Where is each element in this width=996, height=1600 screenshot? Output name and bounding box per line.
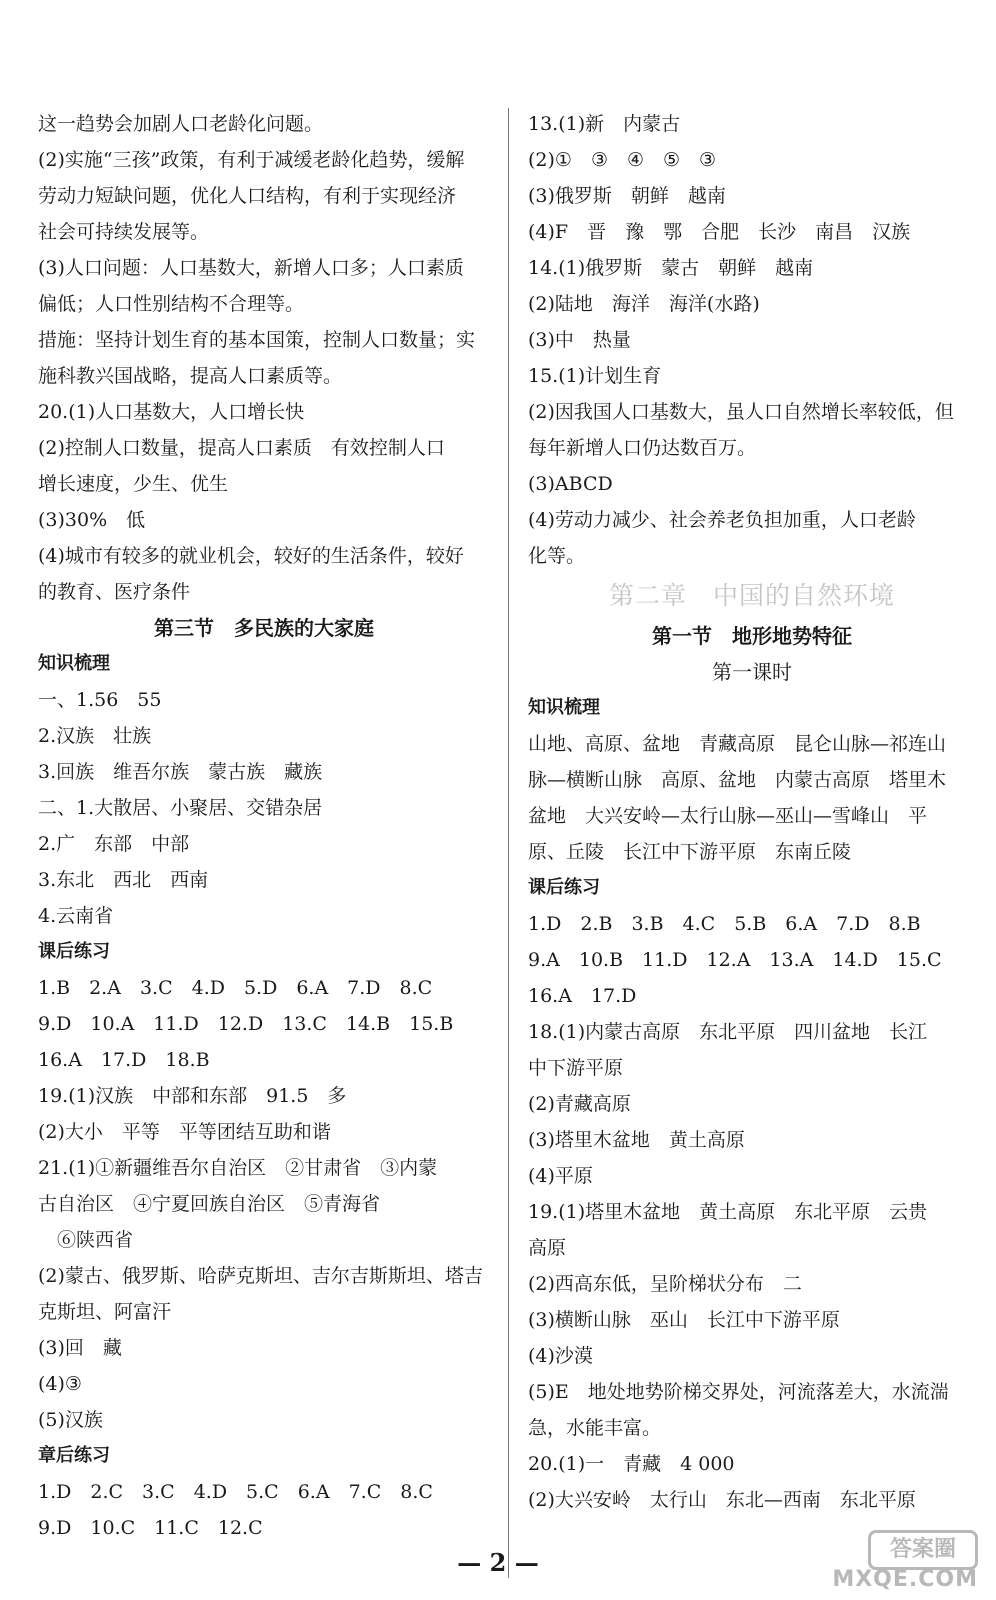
answer-line: 16.A 17.D bbox=[528, 985, 637, 1007]
answer-line: 中下游平原 bbox=[528, 1057, 624, 1079]
left-column bbox=[38, 106, 490, 1546]
answer-line: (5)E 地处地势阶梯交界处，河流落差大，水流湍 bbox=[528, 1381, 949, 1403]
answer-line: (3)人口问题：人口基数大，新增人口多；人口素质 bbox=[38, 257, 464, 279]
answer-line: (2)大兴安岭 太行山 东北—西南 东北平原 bbox=[528, 1489, 916, 1511]
answer-line: (4)沙漠 bbox=[528, 1345, 593, 1367]
answer-line: 2.汉族 壮族 bbox=[38, 725, 152, 747]
answer-line: 18.(1)内蒙古高原 东北平原 四川盆地 长江 bbox=[528, 1021, 928, 1043]
answer-line: 古自治区 ④宁夏回族自治区 ⑤青海省 bbox=[38, 1193, 381, 1215]
subsection-heading: 课后练习 bbox=[528, 877, 600, 898]
answer-line: (3)中 热量 bbox=[528, 329, 631, 351]
answer-line: (5)汉族 bbox=[38, 1409, 103, 1431]
watermark bbox=[828, 1530, 978, 1592]
answer-line: 措施：坚持计划生育的基本国策，控制人口数量；实 bbox=[38, 329, 476, 351]
right-column bbox=[528, 106, 976, 1518]
subsection-heading: 知识梳理 bbox=[38, 653, 110, 674]
answer-line: 2.广 东部 中部 bbox=[38, 833, 190, 855]
answer-line: 14.(1)俄罗斯 蒙古 朝鲜 越南 bbox=[528, 257, 814, 279]
answer-line: (4)城市有较多的就业机会，较好的生活条件，较好 bbox=[38, 545, 464, 567]
answer-line: 增长速度，少生、优生 bbox=[38, 473, 229, 495]
answer-line: (3)ABCD bbox=[528, 473, 613, 495]
answer-line: 9.A 10.B 11.D 12.A 13.A 14.D 15.C bbox=[528, 949, 942, 971]
answer-line: 20.(1)人口基数大，人口增长快 bbox=[38, 401, 305, 423]
answer-line: (3)回 藏 bbox=[38, 1337, 122, 1359]
answer-line: 的教育、医疗条件 bbox=[38, 581, 191, 603]
answer-line: 社会可持续发展等。 bbox=[38, 221, 210, 243]
section-title: 第三节 多民族的大家庭 bbox=[154, 616, 374, 640]
watermark-url: MXQE.COM bbox=[832, 1567, 978, 1592]
answer-line: 19.(1)塔里木盆地 黄土高原 东北平原 云贵 bbox=[528, 1201, 928, 1223]
answer-line: 16.A 17.D 18.B bbox=[38, 1049, 210, 1071]
section-title: 第一节 地形地势特征 bbox=[652, 624, 852, 648]
answer-line: (2)大小 平等 平等团结互助和谐 bbox=[38, 1121, 331, 1143]
answer-line: 劳动力短缺问题，优化人口结构，有利于实现经济 bbox=[38, 185, 457, 207]
answer-line: 这一趋势会加剧人口老龄化问题。 bbox=[38, 113, 324, 135]
answer-line: (4)平原 bbox=[528, 1165, 593, 1187]
answer-line: 原、丘陵 长江中下游平原 东南丘陵 bbox=[528, 841, 852, 863]
answer-line: (3)俄罗斯 朝鲜 越南 bbox=[528, 185, 726, 207]
watermark-badge: 答案圈 bbox=[868, 1530, 978, 1570]
answer-line: 9.D 10.C 11.C 12.C bbox=[38, 1517, 263, 1539]
answer-line: 偏低；人口性别结构不合理等。 bbox=[38, 293, 305, 315]
answer-line: 每年新增人口仍达数百万。 bbox=[528, 437, 757, 459]
answer-line: (2)实施“三孩”政策，有利于减缓老龄化趋势，缓解 bbox=[38, 149, 465, 171]
answer-line: 3.东北 西北 西南 bbox=[38, 869, 209, 891]
answer-line: 二、1.大散居、小聚居、交错杂居 bbox=[38, 797, 323, 819]
answer-line: 山地、高原、盆地 青藏高原 昆仑山脉—祁连山 bbox=[528, 733, 947, 755]
answer-line: (2)蒙古、俄罗斯、哈萨克斯坦、吉尔吉斯斯坦、塔吉 bbox=[38, 1265, 483, 1287]
page-number: — 2 — bbox=[457, 1548, 539, 1577]
answer-line: 4.云南省 bbox=[38, 905, 114, 927]
answer-line: 施科教兴国战略，提高人口素质等。 bbox=[38, 365, 343, 387]
answer-line: (2)陆地 海洋 海洋(水路) bbox=[528, 293, 760, 315]
answer-line: 化等。 bbox=[528, 545, 586, 567]
answer-line: 9.D 10.A 11.D 12.D 13.C 14.B 15.B bbox=[38, 1013, 454, 1035]
answer-line: 高原 bbox=[528, 1237, 567, 1259]
subsection-heading: 知识梳理 bbox=[528, 697, 600, 718]
answer-line: 1.D 2.C 3.C 4.D 5.C 6.A 7.C 8.C bbox=[38, 1481, 433, 1503]
answer-line: 19.(1)汉族 中部和东部 91.5 多 bbox=[38, 1085, 347, 1107]
subsection-heading: 章后练习 bbox=[38, 1445, 110, 1466]
answer-line: 3.回族 维吾尔族 蒙古族 藏族 bbox=[38, 761, 323, 783]
answer-line: 脉—横断山脉 高原、盆地 内蒙古高原 塔里木 bbox=[528, 769, 947, 791]
chapter-title: 第二章 中国的自然环境 bbox=[608, 581, 895, 610]
column-divider bbox=[508, 108, 509, 1578]
answer-line: (4)F 晋 豫 鄂 合肥 长沙 南昌 汉族 bbox=[528, 221, 911, 243]
lesson-title: 第一课时 bbox=[712, 660, 792, 684]
answer-line: (4)劳动力减少、社会养老负担加重，人口老龄 bbox=[528, 509, 916, 531]
answer-line: 1.B 2.A 3.C 4.D 5.D 6.A 7.D 8.C bbox=[38, 977, 433, 999]
subsection-heading: 课后练习 bbox=[38, 941, 110, 962]
answer-line: 1.D 2.B 3.B 4.C 5.B 6.A 7.D 8.B bbox=[528, 913, 921, 935]
answer-line: (3)30% 低 bbox=[38, 509, 146, 531]
answer-line: 21.(1)①新疆维吾尔自治区 ②甘肃省 ③内蒙 bbox=[38, 1157, 438, 1179]
answer-line: 盆地 大兴安岭—太行山脉—巫山—雪峰山 平 bbox=[528, 805, 928, 827]
answer-line: (2)控制人口数量，提高人口素质 有效控制人口 bbox=[38, 437, 445, 459]
answer-line: 急，水能丰富。 bbox=[528, 1417, 662, 1439]
answer-line: 15.(1)计划生育 bbox=[528, 365, 662, 387]
answer-line: (3)横断山脉 巫山 长江中下游平原 bbox=[528, 1309, 840, 1331]
answer-line: 一、1.56 55 bbox=[38, 689, 162, 711]
answer-line: (3)塔里木盆地 黄土高原 bbox=[528, 1129, 745, 1151]
answer-line: (2)西高东低，呈阶梯状分布 二 bbox=[528, 1273, 802, 1295]
answer-line: 20.(1)一 青藏 4 000 bbox=[528, 1453, 735, 1475]
answer-line: 克斯坦、阿富汗 bbox=[38, 1301, 172, 1323]
answer-line: (2)因我国人口基数大，虽人口自然增长率较低，但 bbox=[528, 401, 954, 423]
answer-line: (2)青藏高原 bbox=[528, 1093, 631, 1115]
answer-line: 13.(1)新 内蒙古 bbox=[528, 113, 681, 135]
answer-line: ⑥陕西省 bbox=[38, 1229, 134, 1251]
answer-line: (4)③ bbox=[38, 1373, 82, 1395]
answer-line: (2)① ③ ④ ⑤ ③ bbox=[528, 149, 717, 171]
